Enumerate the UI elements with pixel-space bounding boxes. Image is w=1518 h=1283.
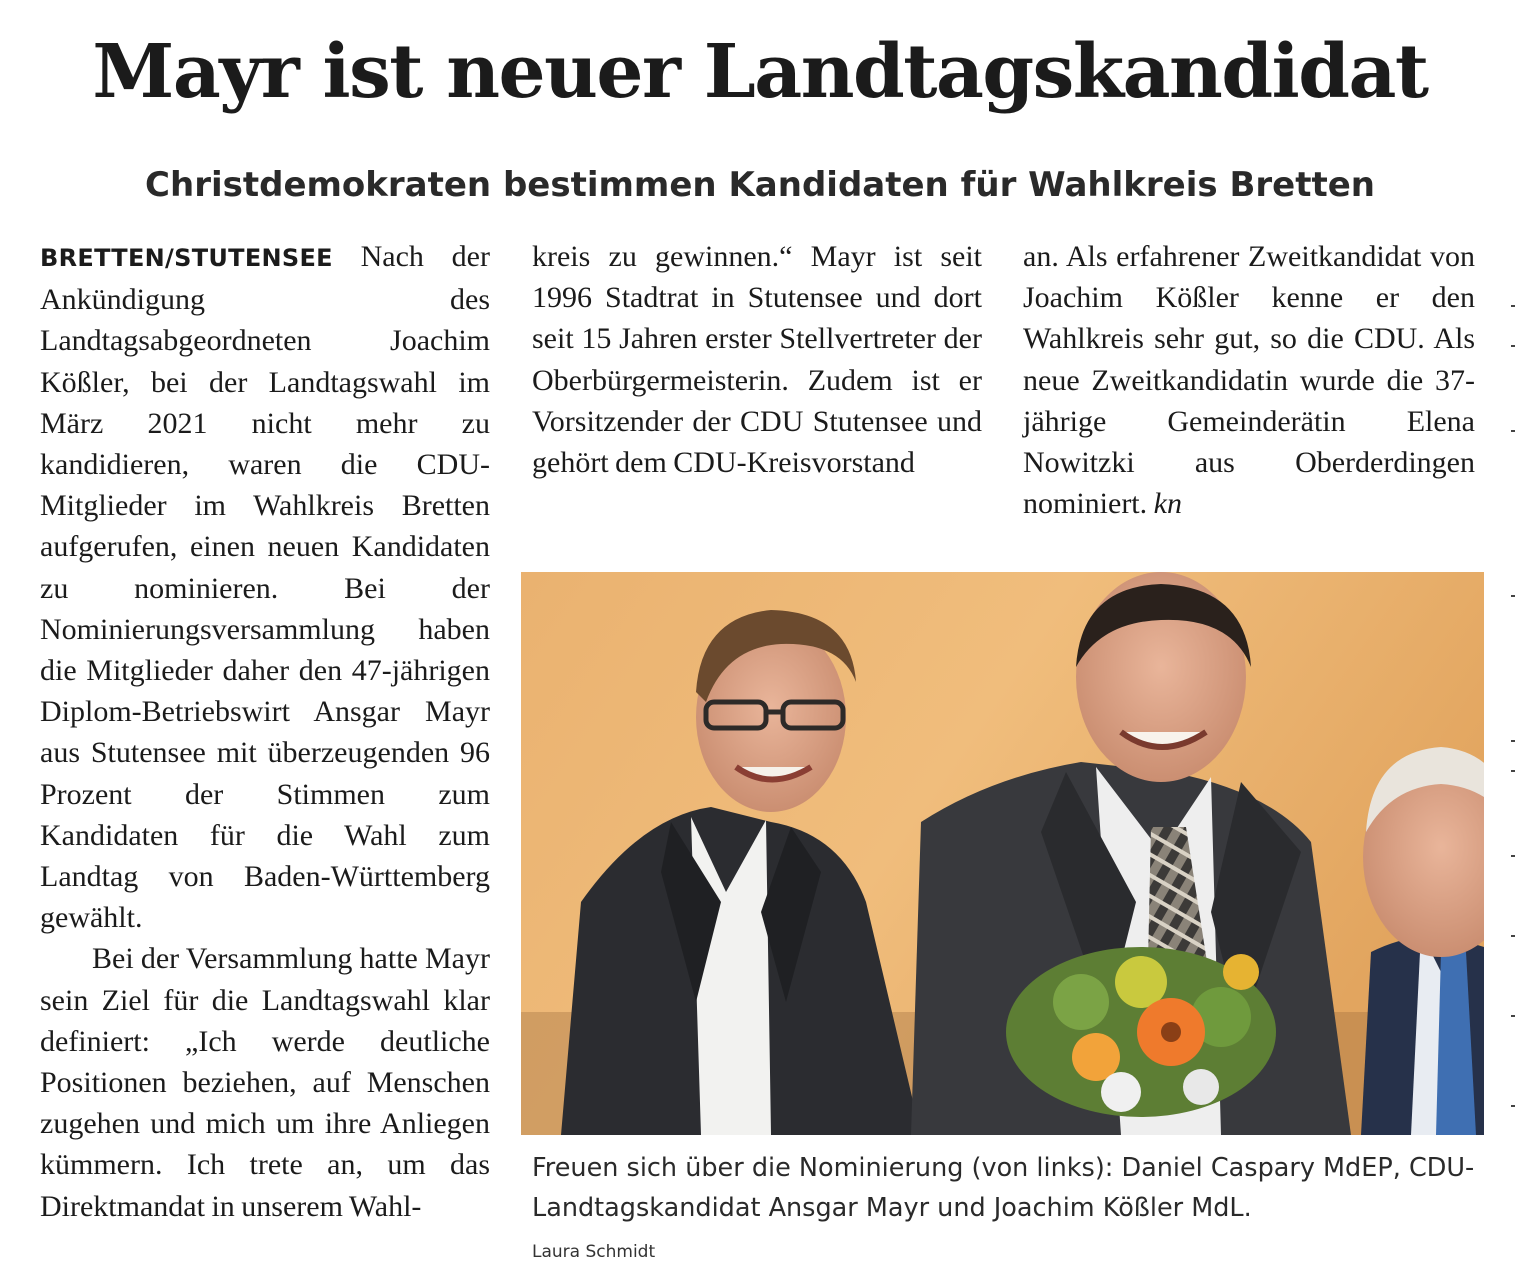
news-photo xyxy=(521,572,1484,1135)
paragraph-3: an. Als erfahrener Zweitkandidat von Joachim Kößler kenne er den Wahlkreis sehr gut, so die CDU. Als neue Zweitkandidatin wurde die 37-jährige Gemeinderätin Elena Nowitzki aus Oberderdingen nominiert. xyxy=(1023,240,1475,521)
dateline: BRETTEN/STUTENSEE xyxy=(40,244,333,272)
paragraph-1: Nach der Ankündigung des Landtagsabgeordneten Joachim Kößler, bei der Landtagswahl im März 2021 nicht mehr zu kandidieren, waren die CDU-Mitglieder im Wahlkreis Bretten aufgerufen, einen neuen Kandidaten zu nominieren. Bei der Nominierungsversammlung haben die Mitglieder daher den 47-jährigen Diplom-Betriebswirt Ansgar Mayr aus Stutensee mit überzeugenden 96 Prozent der Stimmen zum Kandidaten für die Wahl zum Landtag von Baden-Württemberg gewählt. xyxy=(40,240,490,935)
article-column-1 xyxy=(40,236,490,1227)
subheadline: Christdemokraten bestimmen Kandidaten für Wahlkreis Bretten xyxy=(145,165,1375,205)
photo-credit: Laura Schmidt xyxy=(532,1242,656,1262)
caption-text: Freuen sich über die Nominierung (von links): Daniel Caspary MdEP, CDU-Landtagskandidat Ansgar Mayr und Joachim Kößler MdL. xyxy=(532,1153,1475,1223)
author-initials: kn xyxy=(1153,487,1182,521)
photo-illustration xyxy=(521,572,1484,1135)
photo-caption xyxy=(532,1148,1477,1228)
article-column-3 xyxy=(1023,236,1475,524)
paragraph-2: Bei der Versammlung hatte Mayr sein Ziel für die Landtagswahl klar definiert: „Ich werde deutliche Positionen beziehen, auf Menschen zugehen und mich um ihre Anliegen kümmern. Ich trete an, um das Direktmandat in unserem Wahl- xyxy=(40,942,490,1223)
flower-bouquet xyxy=(1006,947,1276,1117)
page-edge-marks xyxy=(1506,0,1518,1283)
paragraph-2-continued: kreis zu gewinnen.“ Mayr ist seit 1996 Stadtrat in Stutensee und dort seit 15 Jahren erster Stellvertreter der Oberbürgermeisterin. Zudem ist er Vorsitzender der CDU Stutensee und gehört dem CDU-Kreisvorstand xyxy=(532,240,982,480)
article-column-2 xyxy=(532,236,982,483)
headline: Mayr ist neuer Landtagskandidat xyxy=(92,29,1428,115)
